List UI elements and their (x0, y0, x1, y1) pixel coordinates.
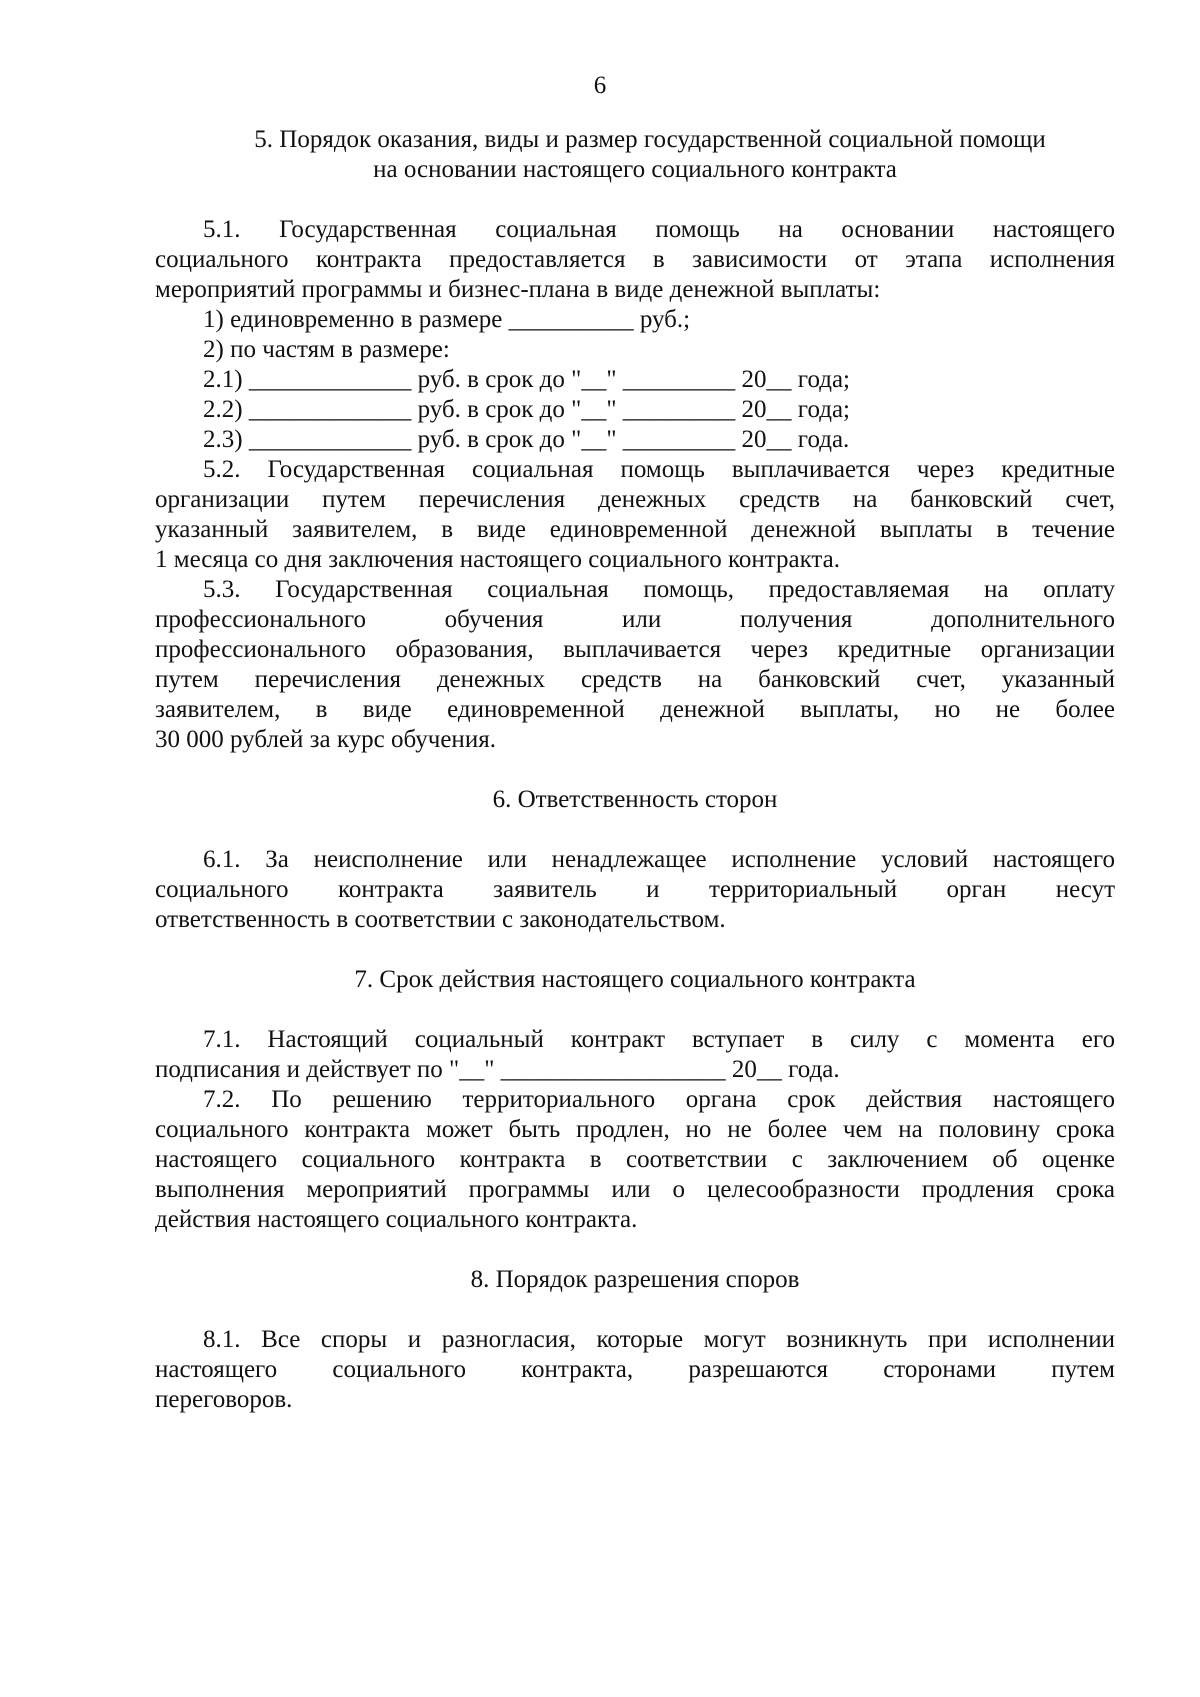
section-5-title-line-1: 5. Порядок оказания, виды и размер государственной социальной помощи (254, 126, 1046, 153)
section-7-title: 7. Срок действия настоящего социального контракта (354, 966, 916, 993)
section-6-title: 6. Ответственность сторон (492, 786, 778, 813)
paragraph-7-2-line-5: действия настоящего социального контракта. (155, 1206, 638, 1233)
paragraph-5-2-line-1: 5.2. Государственная социальная помощь выплачивается через кредитные (203, 456, 1115, 483)
paragraph-7-2-line-3: настоящего социального контракта в соответствии с заключением об оценке (155, 1146, 1115, 1173)
paragraph-5-2-line-3: указанный заявителем, в виде единовременной денежной выплаты в течение (155, 516, 1115, 543)
paragraph-5-3-line-1: 5.3. Государственная социальная помощь, предоставляемая на оплату (203, 576, 1115, 603)
paragraph-6-1-line-3: ответственность в соответствии с законодательством. (155, 906, 726, 933)
paragraph-7-2-line-1: 7.2. По решению территориального органа срок действия настоящего (203, 1086, 1115, 1113)
list-item-2-3: 2.3) _____________ руб. в срок до "__" _________ 20__ года. (203, 426, 850, 453)
paragraph-5-1-line-2: социального контракта предоставляется в зависимости от этапа исполнения (155, 246, 1115, 273)
section-8-title: 8. Порядок разрешения споров (470, 1266, 800, 1293)
list-item-2: 2) по частям в размере: (203, 336, 450, 363)
paragraph-5-1-line-1: 5.1. Государственная социальная помощь на основании настоящего (203, 216, 1115, 243)
paragraph-5-1-line-3: мероприятий программы и бизнес-плана в виде денежной выплаты: (155, 276, 881, 303)
paragraph-8-1-line-1: 8.1. Все споры и разногласия, которые могут возникнуть при исполнении (203, 1326, 1115, 1353)
paragraph-5-3-line-6: 30 000 рублей за курс обучения. (155, 726, 496, 753)
paragraph-5-3-line-5: заявителем, в виде единовременной денежной выплаты, но не более (155, 696, 1115, 723)
paragraph-8-1-line-3: переговоров. (155, 1386, 293, 1413)
paragraph-5-2-line-4: 1 месяца со дня заключения настоящего социального контракта. (155, 546, 840, 573)
paragraph-7-2-line-2: социального контракта может быть продлен, но не более чем на половину срока (155, 1116, 1115, 1143)
paragraph-6-1-line-1: 6.1. За неисполнение или ненадлежащее исполнение условий настоящего (203, 846, 1115, 873)
section-5-title-line-2: на основании настоящего социального контракта (373, 156, 897, 183)
paragraph-7-1-line-1: 7.1. Настоящий социальный контракт вступает в силу с момента его (203, 1026, 1115, 1053)
paragraph-5-3-line-4: путем перечисления денежных средств на банковский счет, указанный (155, 666, 1115, 693)
list-item-2-2: 2.2) _____________ руб. в срок до "__" _________ 20__ года; (203, 396, 850, 423)
paragraph-6-1-line-2: социального контракта заявитель и территориальный орган несут (155, 876, 1115, 903)
list-item-2-1: 2.1) _____________ руб. в срок до "__" _________ 20__ года; (203, 366, 850, 393)
list-item-1: 1) единовременно в размере __________ руб.; (203, 306, 691, 333)
paragraph-7-1-line-2: подписания и действует по "__" __________________ 20__ года. (155, 1056, 840, 1083)
paragraph-5-3-line-3: профессионального образования, выплачивается через кредитные организации (155, 636, 1115, 663)
paragraph-5-2-line-2: организации путем перечисления денежных средств на банковский счет, (155, 486, 1115, 513)
paragraph-7-2-line-4: выполнения мероприятий программы или о целесообразности продления срока (155, 1176, 1115, 1203)
page-number: 6 (593, 72, 607, 99)
paragraph-5-3-line-2: профессионального обучения или получения дополнительного (155, 606, 1115, 633)
paragraph-8-1-line-2: настоящего социального контракта, разрешаются сторонами путем (155, 1356, 1115, 1383)
